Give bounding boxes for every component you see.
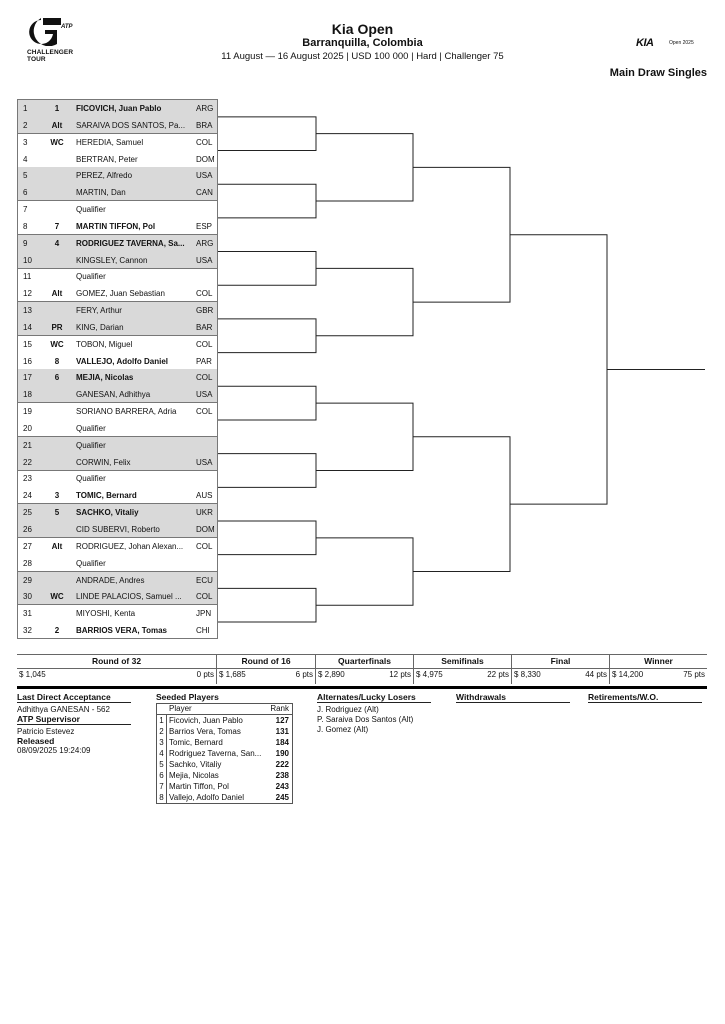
seed-number: 3 [157, 737, 167, 748]
player-name: PEREZ, Alfredo [76, 171, 133, 181]
prize-column [315, 654, 413, 684]
bracket-match-line [218, 319, 316, 353]
player-name: BERTRAN, Peter [76, 154, 138, 164]
player-nationality: ARG [196, 104, 214, 113]
player-name: KINGSLEY, Cannon [76, 255, 148, 265]
seeded-player-rank: 238 [275, 771, 289, 780]
draw-position: 17 [23, 373, 32, 383]
seeded-player-name: Martin Tiffon, Pol [169, 782, 229, 791]
bracket-match-line [218, 184, 316, 218]
player-nationality: AUS [196, 491, 213, 501]
bracket-match-line [316, 134, 413, 201]
player-nationality: USA [196, 171, 213, 181]
withdrawals-heading: Withdrawals [456, 692, 570, 703]
seeded-player-name: Tomic, Bernard [169, 738, 223, 747]
draw-position: 32 [23, 626, 32, 636]
prize-money-value: $ 1,045 [19, 670, 46, 679]
seeded-player-name: Sachko, Vitaliy [169, 760, 222, 769]
player-name: SORIANO BARRERA, Adria [76, 407, 177, 417]
draw-position: 23 [23, 474, 32, 484]
seeded-player-rank: 190 [275, 749, 289, 758]
player-name: Qualifier [76, 423, 106, 433]
prize-column [511, 654, 609, 684]
player-name: KING, Darian [76, 322, 124, 332]
bracket-match-line [218, 252, 316, 286]
player-name: ANDRADE, Andres [76, 575, 145, 585]
draw-position: 29 [23, 575, 32, 585]
player-name: CORWIN, Felix [76, 457, 131, 467]
draw-seed: Alt [51, 289, 63, 299]
player-nationality: UKR [196, 508, 213, 518]
prize-points-value: 44 pts [585, 670, 607, 679]
player-nationality: PAR [196, 356, 212, 366]
draw-position: 30 [23, 592, 32, 602]
logo-line-1: CHALLENGER [27, 49, 74, 56]
draw-seed: 7 [54, 221, 60, 231]
player-nationality: COL [196, 339, 213, 349]
player-name: Qualifier [76, 272, 106, 282]
player-nationality: ESP [196, 221, 213, 231]
player-name: TOBON, Miguel [76, 339, 133, 349]
prize-round-label: Round of 16 [241, 656, 291, 666]
draw-position: 21 [23, 440, 32, 450]
last-direct-acceptance-value: Adhithya GANESAN - 562 [17, 705, 110, 714]
draw-seed: PR [51, 322, 63, 332]
prize-points-value: 12 pts [389, 670, 411, 679]
draw-position: 12 [23, 289, 32, 299]
seeded-player-name: Mejia, Nicolas [169, 771, 219, 780]
draw-position: 10 [23, 255, 32, 265]
player-name: GANESAN, Adhithya [76, 390, 151, 400]
draw-seed: 5 [54, 508, 60, 518]
bracket-match-line [413, 437, 510, 572]
player-name: VALLEJO, Adolfo Daniel [76, 356, 169, 366]
seeded-player-name: Barrios Vera, Tomas [169, 727, 241, 736]
draw-seed: WC [50, 339, 64, 349]
tournament-title: Kia Open [331, 21, 394, 37]
player-name: MEJIA, Nicolas [76, 373, 134, 383]
prize-money-value: $ 8,330 [514, 670, 541, 679]
player-name: FERY, Arthur [76, 306, 122, 316]
seeded-player-name: Vallejo, Adolfo Daniel [169, 793, 245, 802]
logo-line-2: TOUR [27, 56, 46, 63]
draw-type-label: Main Draw Singles [609, 67, 707, 79]
draw-position: 16 [23, 356, 32, 366]
prize-column [216, 654, 315, 684]
player-name: BARRIOS VERA, Tomas [76, 626, 167, 636]
player-name: TOMIC, Bernard [76, 491, 137, 501]
player-nationality: COL [196, 289, 213, 299]
player-nationality: COL [196, 592, 213, 602]
draw-seed: WC [50, 137, 64, 147]
bracket-match-line [218, 117, 316, 151]
player-nationality: DOM [196, 525, 215, 534]
seeded-players-heading: Seeded Players [156, 692, 219, 702]
draw-position: 25 [23, 508, 32, 518]
released-heading: Released [17, 736, 55, 746]
draw-seed: WC [50, 592, 64, 602]
prize-round-label: Semifinals [441, 656, 484, 666]
draw-seed: 8 [54, 356, 60, 366]
player-name: Qualifier [76, 558, 106, 568]
player-nationality: JPN [196, 609, 212, 619]
draw-position: 20 [23, 423, 32, 433]
player-name: HEREDIA, Samuel [76, 137, 144, 147]
draw-seed: 4 [54, 238, 60, 248]
player-nationality: USA [196, 457, 213, 467]
draw-position: 28 [23, 558, 32, 568]
player-nationality: COL [196, 541, 213, 551]
prize-points-value: 22 pts [487, 670, 509, 679]
prize-column [413, 654, 511, 684]
draw-position: 19 [23, 407, 32, 417]
prize-round-label: Quarterfinals [338, 656, 391, 666]
section-divider [17, 686, 707, 689]
draw-position: 31 [23, 609, 32, 619]
seeded-row [157, 737, 292, 748]
supervisor-name: Patricio Estevez [17, 727, 75, 736]
player-name: GOMEZ, Juan Sebastian [76, 289, 165, 299]
player-nationality: USA [196, 255, 213, 265]
supervisor-heading: ATP Supervisor [17, 714, 131, 725]
seeded-player-rank: 245 [275, 793, 289, 802]
prize-round-label: Round of 32 [91, 656, 142, 666]
bracket-match-line [218, 588, 316, 622]
draw-position: 6 [23, 188, 28, 198]
seeded-players-table [156, 703, 293, 804]
alternate-item: P. Saraiva Dos Santos (Alt) [317, 715, 414, 724]
player-name: RODRIGUEZ, Johan Alexan... [76, 541, 184, 551]
atp-badge: ATP [61, 24, 73, 30]
bracket-match-line [218, 454, 316, 488]
seeded-player-rank: 184 [275, 738, 289, 747]
player-name: FICOVICH, Juan Pablo [76, 104, 162, 113]
player-nationality: COL [196, 373, 213, 383]
player-name: Qualifier [76, 474, 106, 484]
draw-seed: Alt [51, 541, 63, 551]
seeded-row [157, 726, 292, 737]
bracket-match-line [316, 538, 413, 605]
draw-position: 22 [23, 457, 32, 467]
player-nationality: BRA [196, 120, 213, 130]
player-name: SACHKO, Vitaliy [76, 508, 139, 518]
seed-number: 8 [157, 792, 167, 803]
player-name: LINDE PALACIOS, Samuel ... [76, 592, 182, 602]
seed-number: 4 [157, 748, 167, 759]
draw-position: 7 [23, 205, 28, 215]
draw-seed: 1 [54, 104, 60, 113]
seed-number: 6 [157, 770, 167, 781]
prize-points-value: 75 pts [683, 670, 705, 679]
bracket-match-line [218, 386, 316, 420]
player-name: MARTIN, Dan [76, 188, 126, 198]
player-nationality: COL [196, 137, 213, 147]
draw-position: 8 [23, 221, 28, 231]
draw-seed: 3 [54, 491, 60, 501]
player-nationality: DOM [196, 154, 215, 164]
draw-position: 26 [23, 525, 32, 534]
prize-round-label: Final [550, 656, 571, 666]
draw-position: 2 [23, 120, 28, 130]
bracket-match-line [413, 167, 510, 302]
draw-seed: 2 [54, 626, 60, 636]
seed-number: 5 [157, 759, 167, 770]
prize-money-value: $ 2,890 [318, 670, 345, 679]
prize-round-label: Winner [644, 656, 673, 666]
seeded-row [157, 715, 292, 726]
seeded-player-rank: 222 [275, 760, 289, 769]
alternate-item: J. Gomez (Alt) [317, 725, 369, 734]
seeded-player-name: Ficovich, Juan Pablo [169, 716, 243, 725]
player-name: MARTIN TIFFON, Pol [76, 221, 156, 231]
draw-position: 15 [23, 339, 32, 349]
alternates-heading: Alternates/Lucky Losers [317, 692, 431, 703]
player-nationality: USA [196, 390, 213, 400]
player-name: SARAIVA DOS SANTOS, Pa... [76, 120, 186, 130]
bracket-match-line [316, 403, 413, 470]
seeded-player-rank: 131 [275, 727, 289, 736]
seeded-player-name: Rodriguez Taverna, San... [169, 749, 262, 758]
prize-points-value: 6 pts [295, 670, 313, 679]
seed-number: 7 [157, 781, 167, 792]
player-name: RODRIGUEZ TAVERNA, Sa... [76, 238, 185, 248]
prize-money-value: $ 14,200 [612, 670, 644, 679]
seeded-table-header [157, 704, 292, 715]
bracket-match-line [218, 521, 316, 555]
draw-position: 14 [23, 322, 32, 332]
seeded-col-player: Player [169, 704, 192, 713]
draw-seed: Alt [51, 120, 63, 130]
last-direct-acceptance-heading: Last Direct Acceptance [17, 692, 131, 703]
tournament-details: 11 August — 16 August 2025 | USD 100 000 | Hard | Challenger 75 [221, 51, 504, 62]
seeded-player-rank: 127 [275, 716, 289, 725]
player-nationality: CAN [196, 188, 213, 198]
seeded-row [157, 759, 292, 770]
alternates-list [317, 705, 413, 735]
seeded-row [157, 781, 292, 792]
player-nationality: GBR [196, 306, 214, 316]
draw-position: 24 [23, 491, 32, 501]
player-nationality: CHI [196, 626, 210, 636]
seed-number: 1 [157, 715, 167, 726]
player-name: Qualifier [76, 205, 106, 215]
player-nationality: COL [196, 407, 213, 417]
player-nationality: BAR [196, 322, 213, 332]
player-name: Qualifier [76, 440, 106, 450]
player-nationality: ARG [196, 238, 214, 248]
player-name: CID SUBERVI, Roberto [76, 525, 160, 534]
prize-column [609, 654, 707, 684]
prize-column [17, 654, 216, 684]
seeded-player-rank: 243 [275, 782, 289, 791]
prize-money-table [17, 654, 707, 690]
released-timestamp: 08/09/2025 19:24:09 [17, 746, 91, 755]
seeded-row [157, 792, 292, 803]
draw-seed: 6 [54, 373, 60, 383]
draw-position: 27 [23, 541, 32, 551]
seeded-row [157, 748, 292, 759]
draw-position: 18 [23, 390, 32, 400]
bracket-match-line [316, 268, 413, 335]
retirements-heading: Retirements/W.O. [588, 692, 702, 703]
tournament-location: Barranquilla, Colombia [302, 37, 423, 49]
prize-points-value: 0 pts [196, 670, 214, 679]
player-name: MIYOSHI, Kenta [76, 609, 136, 619]
draw-position: 11 [23, 272, 32, 282]
seeded-col-rank: Rank [270, 704, 289, 713]
sponsor-brand: KIA [636, 37, 654, 49]
seed-number: 2 [157, 726, 167, 737]
draw-position: 5 [23, 171, 28, 181]
draw-position: 4 [23, 154, 28, 164]
prize-money-value: $ 1,685 [219, 670, 246, 679]
bracket-match-line [510, 235, 607, 504]
draw-position: 13 [23, 306, 32, 316]
player-nationality: ECU [196, 575, 213, 585]
draw-position: 9 [23, 238, 28, 248]
draw-position: 1 [23, 104, 28, 113]
draw-position: 3 [23, 137, 28, 147]
seeded-row [157, 770, 292, 781]
alternate-item: J. Rodriguez (Alt) [317, 705, 379, 714]
prize-money-value: $ 4,975 [416, 670, 443, 679]
sponsor-year: Open 2025 [669, 40, 694, 46]
